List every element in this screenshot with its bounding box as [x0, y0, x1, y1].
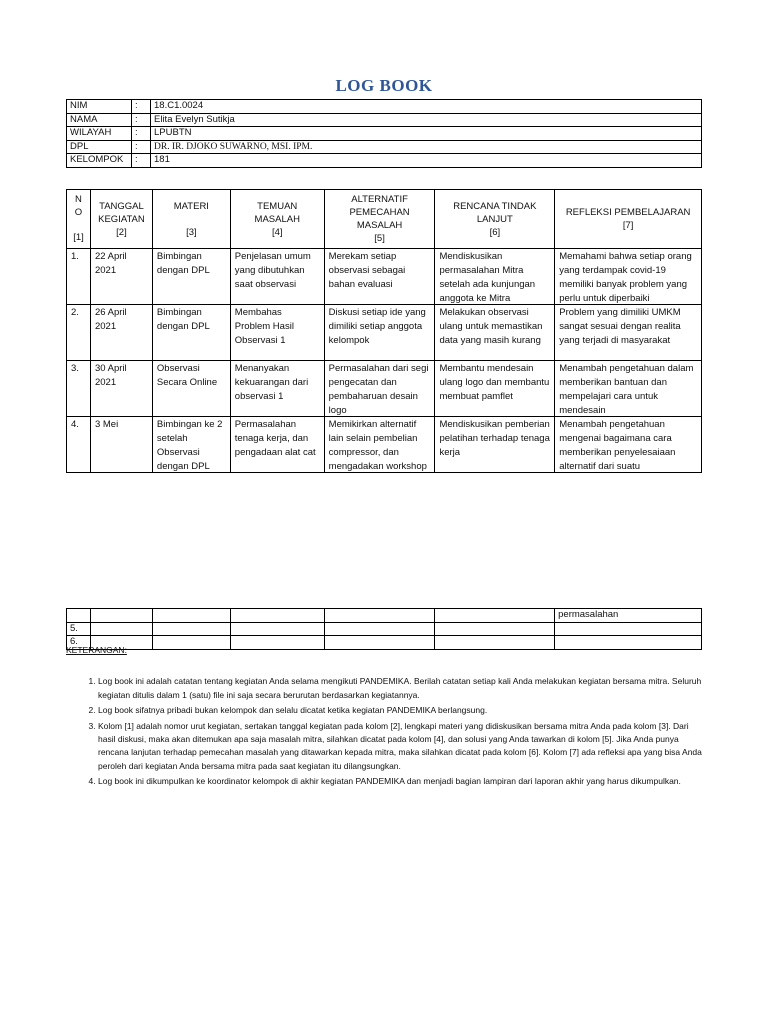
- cell-materi: Observasi Secara Online: [152, 361, 230, 417]
- table-header-row: [67, 190, 702, 249]
- notes-heading: KETERANGAN:: [66, 645, 127, 655]
- info-row-nim: [67, 100, 702, 114]
- header-number: [4]: [271, 226, 283, 238]
- cell-no: 6.: [67, 636, 91, 650]
- info-separator: :: [132, 154, 151, 168]
- info-separator: :: [132, 127, 151, 141]
- header-line: TEMUAN: [257, 200, 298, 212]
- cell-rencana: Membantu mendesain ulang logo dan membantu membuat pamflet: [439, 363, 550, 402]
- empty-cell: [152, 609, 230, 623]
- header-line: MASALAH: [254, 213, 300, 225]
- empty-cell: [555, 622, 702, 636]
- header-tanggal: [90, 190, 152, 249]
- info-value: 181: [151, 154, 702, 168]
- cell-tanggal: 3 Mei: [90, 417, 152, 473]
- header-alternatif: [324, 190, 435, 249]
- table-row: [67, 417, 702, 473]
- info-row-wilayah: [67, 127, 702, 141]
- empty-cell: [230, 609, 324, 623]
- empty-cell: [90, 622, 152, 636]
- empty-cell: [435, 622, 555, 636]
- cell-alternatif: Permasalahan dari segi pengecatan dan pembaharuan desain logo: [328, 363, 429, 415]
- header-rencana: [435, 190, 555, 249]
- cell-temuan: Membahas Problem Hasil Observasi 1: [230, 305, 324, 361]
- empty-cell: [324, 609, 435, 623]
- table-row: [67, 305, 702, 361]
- header-line: N: [75, 194, 82, 205]
- cell-refleksi: Memahami bahwa setiap orang yang terdampak covid-19 memiliki banyak problem yang perlu untuk diperbaiki: [559, 251, 692, 303]
- notes-section: [66, 644, 706, 791]
- header-number: [1]: [73, 232, 84, 243]
- info-label: KELOMPOK: [67, 154, 132, 168]
- list-item: 1. Log book ini adalah catatan tentang kegiatan Anda selama mengikuti PANDEMIKA. Berilah catatan setiap kali Anda melakukan kegiatan bersama mitra. Seluruh kegiatan ditulis dalam 1 (satu) file ini saja secara berurutan berdasarkan kegiatannya.: [98, 675, 706, 702]
- info-label: DPL: [67, 140, 132, 154]
- info-row-nama: [67, 113, 702, 127]
- cell-tanggal: 22 April 2021: [90, 249, 152, 305]
- table-row: [67, 249, 702, 305]
- table-row: [67, 361, 702, 417]
- header-number: [6]: [489, 226, 501, 238]
- cell-rencana: Mendiskusikan permasalahan Mitra setelah ada kunjungan anggota ke Mitra: [439, 251, 536, 303]
- header-number: [3]: [186, 226, 197, 238]
- info-separator: :: [132, 113, 151, 127]
- empty-cell: [435, 609, 555, 623]
- header-number: [2]: [116, 226, 127, 238]
- cell-rencana: Melakukan observasi ulang untuk memastikan data yang masih kurang: [439, 307, 543, 346]
- list-item: 4. Log book ini dikumpulkan ke koordinator kelompok di akhir kegiatan PANDEMIKA dan menjadi bagian lampiran dari laporan akhir yang harus dikumpulkan.: [98, 775, 706, 788]
- info-label: NAMA: [67, 113, 132, 127]
- header-temuan: [230, 190, 324, 249]
- cell-no: 3.: [67, 361, 91, 417]
- header-number: [7]: [622, 220, 634, 231]
- table-row: [67, 622, 702, 636]
- cell-materi: Bimbingan dengan DPL: [152, 305, 230, 361]
- empty-cell: [90, 609, 152, 623]
- cell-materi: Bimbingan ke 2 setelah Observasi dengan DPL: [156, 419, 223, 471]
- cell-alternatif: Diskusi setiap ide yang dimiliki setiap anggota kelompok: [324, 305, 435, 361]
- header-materi: [152, 190, 230, 249]
- list-item: 2. Log book sifatnya pribadi bukan kelompok dan selalu dicatat ketika kegiatan PANDEMIKA berlangsung.: [98, 704, 706, 717]
- info-row-dpl: [67, 140, 702, 154]
- cell-materi: Bimbingan dengan DPL: [152, 249, 230, 305]
- cell-temuan: Menanyakan kekuarangan dari observasi 1: [230, 361, 324, 417]
- info-value: LPUBTN: [151, 127, 702, 141]
- info-separator: :: [132, 140, 151, 154]
- cell-refleksi: Problem yang dimiliki UMKM sangat sesuai dengan realita yang terjadi di masyarakat: [559, 307, 681, 346]
- info-value: DR. IR. DJOKO SUWARNO, MSI. IPM.: [151, 140, 702, 154]
- info-separator: :: [132, 100, 151, 114]
- header-line: O: [74, 207, 83, 218]
- cell-rencana: Mendiskusikan pemberian pelatihan terhadap tenaga kerja: [435, 417, 555, 473]
- info-value: 18.C1.0024: [151, 100, 702, 114]
- cell-alternatif: Merekam setiap observasi sebagai bahan evaluasi: [324, 249, 435, 305]
- page-title: LOG BOOK: [335, 76, 433, 95]
- header-line: MATERI: [173, 200, 209, 212]
- cell-tanggal: 30 April 2021: [90, 361, 152, 417]
- info-label: NIM: [67, 100, 132, 114]
- cell-alternatif: Memikirkan alternatif lain selain pembelian compressor, dan mengadakan workshop: [328, 419, 427, 471]
- header-line: KEGIATAN: [98, 213, 145, 225]
- notes-list: [66, 675, 706, 788]
- activity-log-table: [66, 189, 702, 473]
- cell-no: 2.: [67, 305, 91, 361]
- cell-refleksi: Menambah pengetahuan mengenai bagaimana cara memberikan penyelesaiaan alternatif dari suatu: [559, 419, 676, 471]
- info-row-kelompok: [67, 154, 702, 168]
- info-label: WILAYAH: [67, 127, 132, 141]
- cell-tanggal: 26 April 2021: [90, 305, 152, 361]
- cell-no: 1.: [67, 249, 91, 305]
- cell-no: 5.: [67, 622, 91, 636]
- header-line: REFLEKSI PEMBELAJARAN: [565, 207, 691, 218]
- table-row: [67, 609, 702, 623]
- header-line: ALTERNATIF PEMECAHAN: [349, 194, 410, 218]
- header-line: LANJUT: [476, 213, 513, 225]
- student-info-table: [66, 99, 702, 168]
- list-item: 3. Kolom [1] adalah nomor urut kegiatan, sertakan tanggal kegiatan pada kolom [2], lengkapi materi yang didiskusikan bersama mitra Anda pada kolom [3]. Dari hasil diskusi, maka akan ditemukan apa saja masalah mitra, silahkan dicatat pada kolom [4], dan solusi yang Anda tawarkan di kolom [5]. Jika Anda punya rencana lanjutan terhadap pemecahan masalah yang ditawarkan kepada mitra, maka silahkan dicatat pada kolom [6]. Kolom [7] ada refleksi apa yang bisa Anda peroleh dari kegiatan Anda bersama mitra pada saat kegiatan itu dilangsungkan.: [98, 720, 706, 774]
- header-line: TANGGAL: [99, 200, 144, 212]
- cell-temuan: Penjelasan umum yang dibutuhkan saat observasi: [230, 249, 324, 305]
- header-number: [5]: [374, 233, 385, 244]
- header-no: [67, 190, 91, 249]
- header-line: RENCANA TINDAK: [453, 200, 537, 212]
- cell-refleksi-carry: permasalahan: [555, 609, 702, 623]
- empty-cell: [152, 622, 230, 636]
- empty-cell: [67, 609, 91, 623]
- cell-temuan: Permasalahan tenaga kerja, dan pengadaan alat cat: [230, 417, 324, 473]
- info-value: Elita Evelyn Sutikja: [151, 113, 702, 127]
- header-refleksi: [555, 190, 702, 249]
- cell-no: 4.: [67, 417, 91, 473]
- header-line: MASALAH: [356, 220, 403, 231]
- empty-cell: [324, 622, 435, 636]
- empty-cell: [230, 622, 324, 636]
- cell-refleksi: Menambah pengetahuan dalam memberikan bantuan dan mempelajari cara untuk mendesain: [559, 363, 694, 415]
